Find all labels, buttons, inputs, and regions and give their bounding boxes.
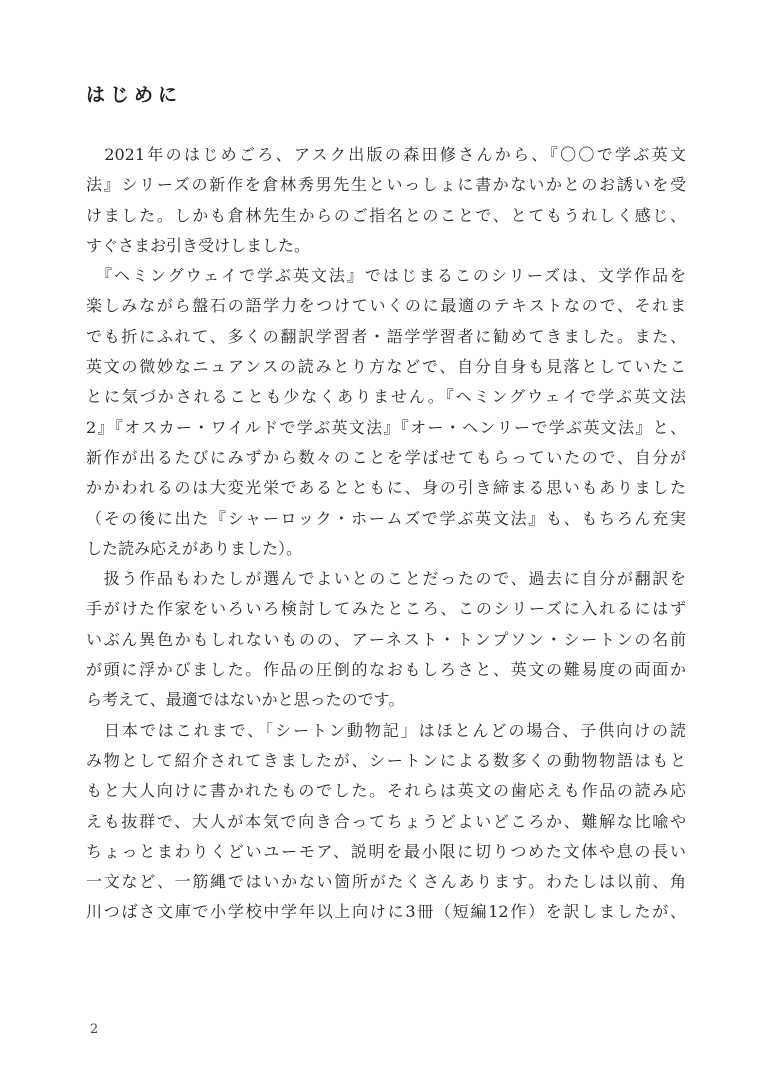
text-line: けました。しかも倉林先生からのご指名とのことで、とてもうれしく感じ、	[86, 205, 686, 225]
text-line: えも抜群で、大人が本気で向き合ってちょうどよいどころか、難解な比喩や	[86, 811, 686, 831]
text-line: 法』シリーズの新作を倉林秀男先生といっしょに書かないかとのお誘いを受	[86, 175, 686, 195]
text-line: 『ヘミングウェイで学ぶ英文法』ではじまるこのシリーズは、文学作品を	[86, 266, 686, 286]
text-line: 楽しみながら盤石の語学力をつけていくのに最適のテキストなので、それま	[86, 296, 686, 316]
body-text	[86, 140, 686, 928]
text-line: もと大人向けに書かれたものでした。それらは英文の歯応えも作品の読み応	[86, 781, 686, 801]
text-line: （その後に出た『シャーロック・ホームズで学ぶ英文法』も、もちろん充実	[86, 508, 686, 528]
text-line: ちょっとまわりくどいユーモア、説明を最小限に切りつめた文体や息の長い	[86, 841, 686, 861]
text-line: かかわれるのは大変光栄であるとともに、身の引き締まる思いもありました	[86, 478, 686, 498]
text-line: いぶん異色かもしれないものの、アーネスト・トンプソン・シートンの名前	[86, 629, 686, 649]
text-line: 川つばさ文庫で小学校中学年以上向けに3冊（短編12作）を訳しましたが、	[86, 902, 686, 922]
text-line: ら考えて、最適ではないかと思ったのです。	[86, 690, 405, 710]
text-line: した読み応えがありました）。	[86, 538, 303, 558]
text-line: 2021年のはじめごろ、アスク出版の森田修さんから、『〇〇で学ぶ英文	[86, 145, 686, 164]
text-line: 手がけた作家をいろいろ検討してみたところ、このシリーズに入れるにはず	[86, 599, 686, 619]
text-line: が頭に浮かびました。作品の圧倒的なおもしろさと、英文の難易度の両面か	[86, 660, 686, 680]
text-line: 英文の微妙なニュアンスの読みとり方などで、自分自身も見落としていたこ	[86, 357, 686, 377]
text-line: 新作が出るたびにみずから数々のことを学ばせてもらっていたので、自分が	[86, 447, 686, 467]
text-line: すぐさまお引き受けしました。	[86, 235, 311, 255]
text-line: 日本ではこれまで、「シートン動物記」はほとんどの場合、子供向けの読	[86, 720, 686, 740]
text-line: でも折にふれて、多くの翻訳学習者・語学学習者に勧めてきました。また、	[86, 326, 686, 346]
text-line: 一文など、一筋縄ではいかない箇所がたくさんあります。わたしは以前、角	[86, 872, 686, 892]
text-line: とに気づかされることも少なくありません。『ヘミングウェイで学ぶ英文法	[86, 387, 686, 407]
text-line: 2』『オスカー・ワイルドで学ぶ英文法』『オー・ヘンリーで学ぶ英文法』と、	[86, 417, 686, 437]
section-heading: はじめに	[86, 84, 183, 106]
text-line: み物として紹介されてきましたが、シートンによる数多くの動物物語はもと	[86, 750, 686, 770]
page-number: 2	[90, 1022, 99, 1037]
text-line: 扱う作品もわたしが選んでよいとのことだったので、過去に自分が翻訳を	[86, 569, 686, 589]
